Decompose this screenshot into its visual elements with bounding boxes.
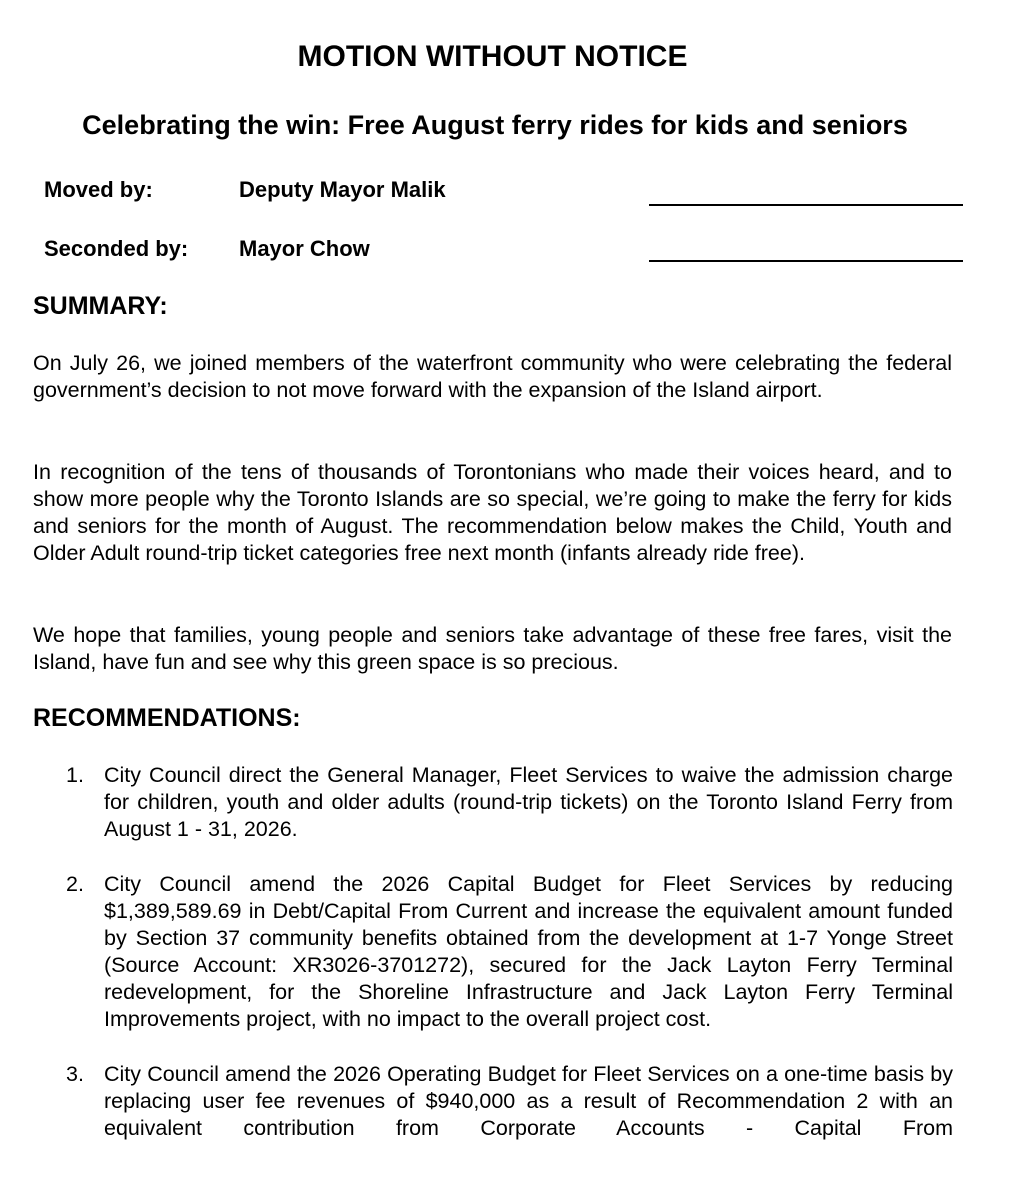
seconded-by-row	[44, 236, 964, 276]
summary-paragraph: On July 26, we joined members of the waterfront community who were celebrating the federal government’s decision to not move forward with the expansion of the Island airport.	[33, 351, 952, 402]
motion-subtitle: Celebrating the win: Free August ferry rides for kids and seniors	[82, 110, 908, 140]
moved-by-label: Moved by:	[44, 177, 153, 202]
recommendations-heading: RECOMMENDATIONS:	[33, 704, 301, 732]
summary-paragraph: We hope that families, young people and seniors take advantage of these free fares, visit the Island, have fun and see why this green space is so precious.	[33, 623, 952, 674]
seconded-by-signature-line	[649, 260, 963, 262]
recommendation-text: City Council amend the 2026 Capital Budget for Fleet Services by reducing $1,389,589.69 in Debt/Capital From Current and increase the equivalent amount funded by Section 37 community benefits obtained from the development at 1-7 Yonge Street (Source Account: XR3026-3701272), secured for the Jack Layton Ferry Terminal redevelopment, for the Shoreline Infrastructure and Jack Layton Ferry Terminal Improvements project, with no impact to the overall project cost.	[104, 872, 953, 1031]
recommendation-number: 3.	[66, 1062, 84, 1086]
recommendation-number: 2.	[66, 872, 84, 896]
page-title: MOTION WITHOUT NOTICE	[297, 40, 688, 73]
moved-by-row	[44, 177, 964, 217]
summary-paragraph: In recognition of the tens of thousands of Torontonians who made their voices heard, and to show more people why the Toronto Islands are so special, we’re going to make the ferry for kids and seniors for the month of August. The recommendation below makes the Child, Youth and Older Adult round-trip ticket categories free next month (infants already ride free).	[33, 460, 952, 565]
seconded-by-name: Mayor Chow	[239, 236, 370, 261]
moved-by-signature-line	[649, 204, 963, 206]
recommendation-text: City Council direct the General Manager, Fleet Services to waive the admission charge for children, youth and older adults (round-trip tickets) on the Toronto Island Ferry from August 1 - 31, 2026.	[104, 763, 953, 841]
recommendation-number: 1.	[66, 763, 84, 787]
recommendation-text: City Council amend the 2026 Operating Budget for Fleet Services on a one-time basis by replacing user fee revenues of $940,000 as a result of Recommendation 2 with an equivalent contribution from Corporate Accounts - Capital From	[104, 1062, 953, 1140]
summary-heading: SUMMARY:	[33, 292, 168, 320]
moved-by-name: Deputy Mayor Malik	[239, 177, 446, 202]
seconded-by-label: Seconded by:	[44, 236, 189, 261]
